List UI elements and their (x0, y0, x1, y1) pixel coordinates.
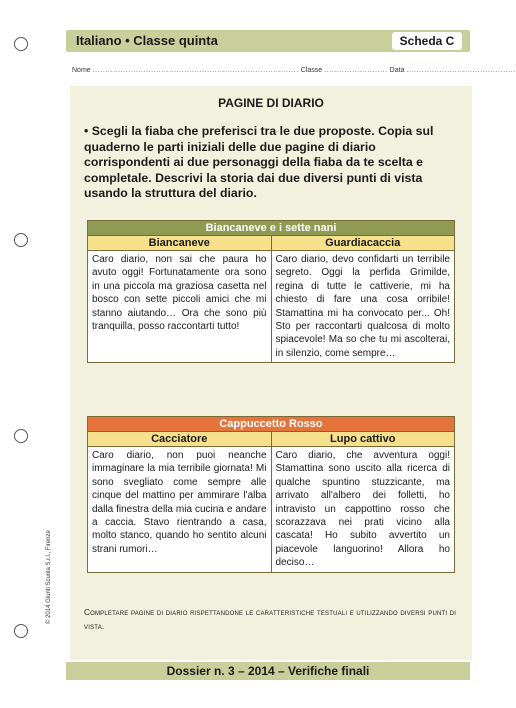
instruction-text: • Scegli la fiaba che preferisci tra le due proposte. Copia sul quaderno le parti iniziali delle due pagine di diario corrispondenti ai due personaggi della fiaba da te scelta e completale. Descrivi la storia dai due diversi punti di vista usando la struttura del diario. (84, 124, 434, 200)
subject-title: Italiano • Classe quinta (76, 33, 218, 48)
fiaba-title: Biancaneve e i sette nani (88, 221, 455, 236)
copyright-credit: © 2014 Giunti Scuola S.r.l., Firenze (46, 530, 52, 624)
fiaba-title: Cappuccetto Rosso (88, 417, 455, 432)
character-left: Biancaneve (88, 236, 272, 251)
binder-hole-1 (14, 37, 28, 51)
diary-right: Caro diario, devo confidarti un terribile segreto. Oggi la perfida Grimilde, regina di tutte le cattiverie, mi ha chiesto di fare una cosa orribile! Stamattina mi ha convocato per... Oh! Sto per raccontarti qualcosa di molto spiacevole! Ma so che tu mi ascolterai, in silenzio, come sempre… (271, 251, 455, 363)
character-right: Lupo cattivo (271, 432, 455, 447)
diary-left: Caro diario, non puoi neanche immaginare la mia terribile giornata! Mi sono svegliato come sempre alle cinque del mattino per ammirare l'alba dalla finestra della mia cucina e andare a caccia. Stavo rientrando a casa, molto stanco, quando ho sentito alcuni strani rumori… (88, 447, 272, 573)
binder-hole-2 (14, 233, 28, 247)
binder-hole-4 (14, 624, 28, 638)
student-fields (72, 67, 516, 74)
worksheet-panel (70, 86, 472, 660)
scheda-label: Scheda C (392, 32, 462, 50)
fiaba-table-cappuccetto (87, 416, 455, 573)
classe-label: Classe (300, 67, 323, 74)
page-title: PAGINE DI DIARIO (218, 96, 324, 110)
footer-bar: Dossier n. 3 – 2014 – Verifiche finali (66, 662, 470, 680)
character-left: Cacciatore (88, 432, 272, 447)
diary-left: Caro diario, non sai che paura ho avuto oggi! Fortunatamente ora sono in una piccola ma graziosa casetta nel bosco con sette piccoli amici che mi stanno aiutando… Ora che sono più tranquilla, posso raccontarti tutto! (88, 251, 272, 363)
header-bar (66, 30, 470, 52)
nome-label: Nome (72, 67, 91, 74)
data-field[interactable]: ........................................... (406, 67, 516, 74)
binder-hole-3 (14, 429, 28, 443)
fiaba-table-biancaneve (87, 220, 455, 363)
character-right: Guardiacaccia (271, 236, 455, 251)
data-label: Data (389, 67, 405, 74)
nome-field[interactable]: ................................................................................. (92, 67, 299, 74)
evaluation-note: Completare pagine di diario rispettandone le caratteristiche testuali e utilizzando diversi punti di vista. (84, 608, 457, 631)
diary-right: Caro diario, che avventura oggi! Stamattina sono uscito alla ricerca di qualche spuntino stuzzicante, ma arrivato all'albero dei folletti, ho intravisto un cappottino rosso che scorazzava nei prati vicino alla cascata! Ho subito avvertito un piacevole languorino! Allora ho deciso… (271, 447, 455, 573)
classe-field[interactable]: ......................... (324, 67, 388, 74)
